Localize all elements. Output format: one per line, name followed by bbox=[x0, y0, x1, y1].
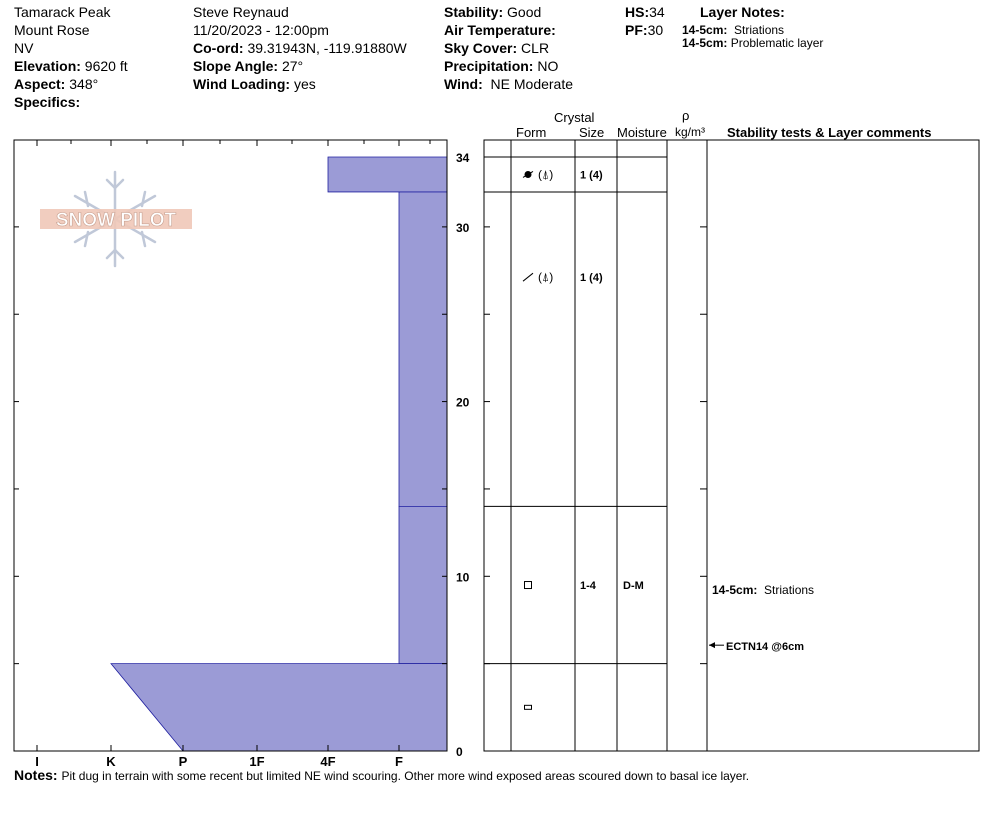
hardness-label-P: P bbox=[178, 754, 188, 769]
sky-value: CLR bbox=[521, 40, 550, 56]
elevation-value: 9620 ft bbox=[84, 58, 128, 74]
depth-label-30: 30 bbox=[456, 220, 470, 235]
observer-name: Steve Reynaud bbox=[193, 4, 289, 20]
wind-loading-label: Wind Loading: bbox=[193, 76, 291, 92]
aspect-label: Aspect: bbox=[14, 76, 66, 92]
snowpilot-logo bbox=[40, 172, 192, 266]
coord-value: 39.31943N, -119.91880W bbox=[247, 40, 407, 56]
facet-square-icon bbox=[525, 582, 532, 589]
profile-layer-1 bbox=[328, 157, 447, 192]
range-name: Mount Rose bbox=[14, 22, 90, 38]
size-header: Size bbox=[579, 125, 605, 140]
stability-value: Good bbox=[507, 4, 542, 20]
moisture-3: D-M bbox=[623, 580, 644, 593]
hardness-label-F: F bbox=[395, 754, 403, 769]
rho-header: ρ bbox=[682, 108, 690, 123]
hardness-profile bbox=[111, 157, 447, 751]
form-header: Form bbox=[516, 125, 547, 140]
elevation-label: Elevation: bbox=[14, 58, 81, 74]
pf-label: PF: bbox=[625, 22, 648, 38]
hs-value: 34 bbox=[649, 4, 665, 20]
layer-table bbox=[484, 140, 979, 751]
profile-layer-4 bbox=[111, 664, 447, 751]
state-name: NV bbox=[14, 40, 34, 56]
precip-value: NO bbox=[537, 58, 559, 74]
grain-form-precip-particle-icon bbox=[523, 270, 553, 284]
depth-label-20: 20 bbox=[456, 395, 470, 410]
wind-label: Wind: bbox=[444, 76, 483, 92]
pf-value: 30 bbox=[647, 22, 664, 38]
depth-label-34: 34 bbox=[456, 151, 470, 165]
hardness-label-I: I bbox=[35, 754, 39, 769]
slope-label: Slope Angle: bbox=[193, 58, 279, 74]
snowpilot-logo-text: SNOW PILOT bbox=[55, 210, 177, 231]
sky-label: Sky Cover: bbox=[444, 40, 518, 56]
grain-form-faceted-icon bbox=[525, 582, 532, 589]
hardness-label-4F: 4F bbox=[320, 754, 336, 769]
layer-notes-title: Layer Notes: bbox=[700, 4, 785, 20]
air-temp-label: Air Temperature: bbox=[444, 22, 556, 38]
ice-layer-icon bbox=[525, 705, 532, 709]
slope-value: 27° bbox=[281, 58, 304, 74]
profile-layer-2 bbox=[399, 192, 447, 506]
layer-note-2-text: Problematic layer bbox=[730, 36, 824, 50]
comments-header: Stability tests & Layer comments bbox=[727, 125, 932, 140]
specifics-label: Specifics: bbox=[14, 94, 81, 110]
observation-datetime: 11/20/2023 - 12:00pm bbox=[193, 22, 329, 38]
profile-layer-3 bbox=[399, 506, 447, 663]
stability-test-arrowhead-icon bbox=[709, 642, 715, 648]
wind-loading-value: yes bbox=[293, 76, 316, 92]
layer-note-1-depth: 14-5cm: bbox=[682, 23, 728, 37]
depth-label-0: 0 bbox=[456, 745, 463, 759]
table-frame bbox=[484, 140, 979, 751]
location-name: Tamarack Peak bbox=[14, 4, 111, 20]
stability-test-label: ECTN14 @6cm bbox=[726, 641, 804, 653]
notes-text: Pit dug in terrain with some recent but limited NE wind scouring. Other more wind exposed areas scoured down to basal ice layer. bbox=[61, 769, 750, 783]
precip-paren-icon: (⍋) bbox=[538, 270, 554, 285]
coord-label: Co-ord: bbox=[193, 40, 244, 56]
wind-value: NE Moderate bbox=[490, 76, 574, 92]
layer-comment-depth: 14-5cm: bbox=[712, 583, 758, 597]
notes-label: Notes: bbox=[14, 767, 58, 783]
slash-icon bbox=[523, 273, 533, 281]
grain-size-3: 1-4 bbox=[580, 580, 596, 593]
profile-frame bbox=[14, 140, 447, 751]
hs-label: HS: bbox=[625, 4, 650, 20]
depth-label-10: 10 bbox=[456, 570, 470, 585]
layer-note-2-depth: 14-5cm: bbox=[682, 36, 728, 50]
precip-paren-icon: (⍋) bbox=[538, 167, 554, 182]
hardness-label-K: K bbox=[106, 754, 116, 769]
grain-form-decomposing-precip-icon bbox=[523, 167, 553, 181]
grain-size-2: 1 (4) bbox=[580, 272, 603, 285]
grain-form-ice-layer-icon bbox=[525, 705, 532, 709]
layer-note-1-text: Striations bbox=[734, 23, 785, 37]
crystal-header: Crystal bbox=[554, 110, 595, 125]
moisture-header: Moisture bbox=[617, 125, 667, 140]
density-unit-header: kg/m³ bbox=[675, 125, 705, 139]
aspect-value: 348° bbox=[69, 76, 99, 92]
layer-comment-text: Striations bbox=[764, 583, 815, 597]
precip-label: Precipitation: bbox=[444, 58, 534, 74]
grain-size-1: 1 (4) bbox=[580, 169, 603, 182]
hardness-label-1F: 1F bbox=[249, 754, 265, 769]
stability-label: Stability: bbox=[444, 4, 504, 20]
